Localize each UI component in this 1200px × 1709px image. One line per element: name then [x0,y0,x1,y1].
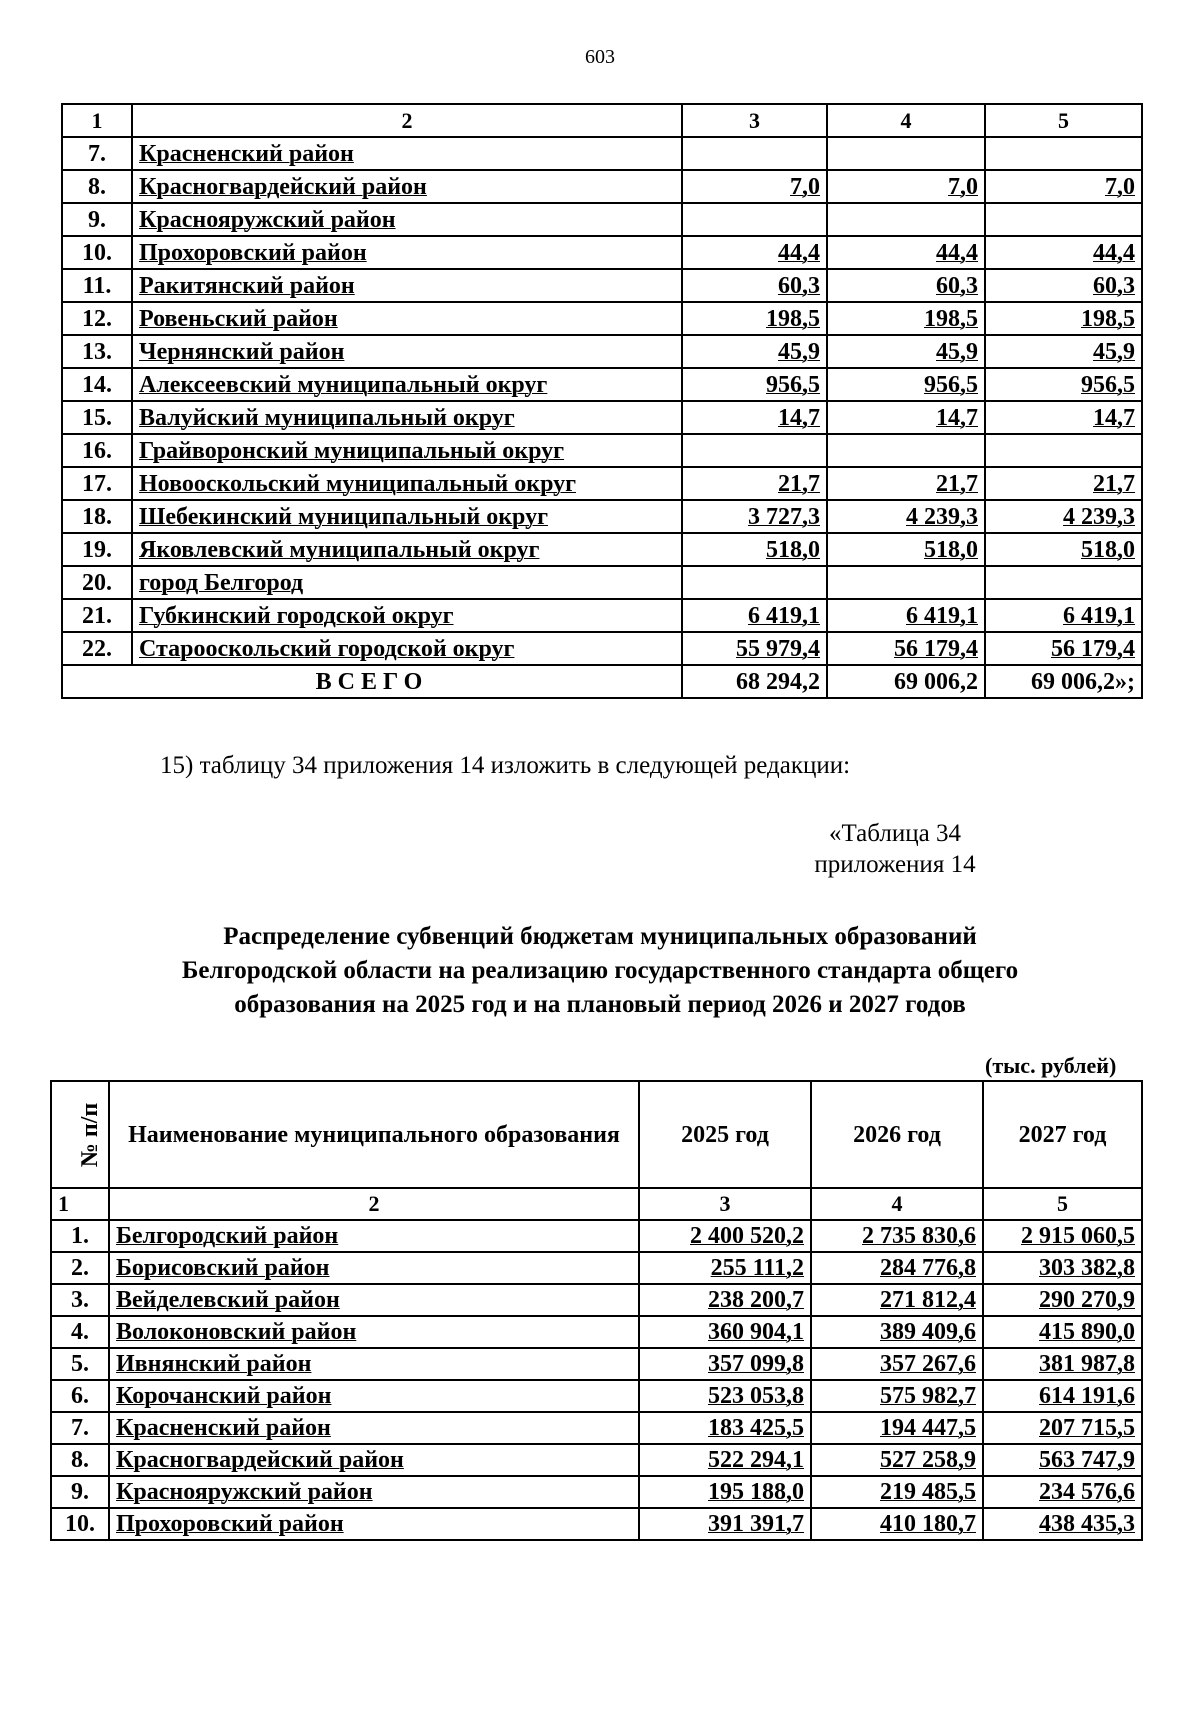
value-cell-text: 357 267,6 [880,1351,976,1377]
value-cell [983,1348,1142,1380]
value-cell [639,1476,811,1508]
value-cell [827,335,985,368]
value-cell-text: 956,5 [1081,371,1135,398]
value-cell [811,1380,983,1412]
table-row [51,1412,1142,1444]
value-cell [985,401,1142,434]
value-cell-text: 614 191,6 [1039,1383,1135,1409]
value-cell-text: 2 735 830,6 [862,1223,976,1249]
value-cell [811,1348,983,1380]
municipality-name-text: Вейделевский район [116,1287,340,1313]
municipality-name [132,401,682,434]
value-cell [985,302,1142,335]
value-cell-text: 44,4 [778,239,820,266]
municipality-name [132,203,682,236]
municipality-name [132,170,682,203]
row-number: 2. [51,1252,109,1284]
total-value: 68 294,2 [682,665,827,698]
value-cell-text: 56 179,4 [894,635,978,662]
municipality-name-text: Шебекинский муниципальный округ [139,503,548,530]
value-cell-text: 55 979,4 [736,635,820,662]
row-number: 21. [62,599,132,632]
row-number: 7. [51,1412,109,1444]
value-cell-text: 198,5 [1081,305,1135,332]
table-row [51,1508,1142,1540]
row-number: 8. [51,1444,109,1476]
row-number: 7. [62,137,132,170]
header-year-2027: 2027 год [983,1081,1142,1188]
value-cell-text: 207 715,5 [1039,1415,1135,1441]
value-cell [983,1284,1142,1316]
municipality-name [109,1380,639,1412]
value-cell [985,368,1142,401]
value-cell [985,170,1142,203]
table-row [62,269,1142,302]
table-row [62,170,1142,203]
value-cell-text: 7,0 [790,173,820,200]
header-row [51,1081,1142,1188]
table-caption [780,818,1010,881]
total-value: 69 006,2»; [985,665,1142,698]
table-row [62,236,1142,269]
value-cell [639,1412,811,1444]
value-cell-text: 45,9 [1093,338,1135,365]
value-cell [827,434,985,467]
value-cell-text: 183 425,5 [708,1415,804,1441]
table-row [62,203,1142,236]
municipality-name-text: Красногвардейский район [139,173,427,200]
header-number-cell [51,1081,109,1188]
unit-label: (тыс. рублей) [985,1053,1117,1078]
header-name: Наименование муниципального образования [109,1081,639,1188]
row-number: 3. [51,1284,109,1316]
value-cell [983,1444,1142,1476]
table-row [51,1348,1142,1380]
row-number: 4. [51,1316,109,1348]
value-cell-text: 60,3 [1093,272,1135,299]
value-cell-text: 438 435,3 [1039,1511,1135,1537]
value-cell [827,599,985,632]
value-cell-text: 6 419,1 [906,602,978,629]
value-cell [639,1316,811,1348]
municipality-name-text: Новооскольский муниципальный округ [139,470,577,497]
municipality-name [109,1284,639,1316]
table-title-line: Распределение субвенций бюджетам муниципальных образований [223,923,977,950]
municipality-name-text: город Белгород [139,569,304,596]
municipality-name-text: Губкинский городской округ [139,602,454,629]
value-cell [682,236,827,269]
value-cell [639,1508,811,1540]
value-cell [639,1348,811,1380]
value-cell [811,1444,983,1476]
value-cell [811,1284,983,1316]
table-title-line: образования на 2025 год и на плановый период 2026 и 2027 годов [234,990,966,1018]
value-cell [682,566,827,599]
value-cell [682,203,827,236]
value-cell [682,467,827,500]
table-row [51,1284,1142,1316]
value-cell-text: 44,4 [1093,239,1135,266]
municipality-name [132,137,682,170]
value-cell [827,269,985,302]
table-row [51,1476,1142,1508]
value-cell-text: 60,3 [778,272,820,299]
value-cell [811,1316,983,1348]
municipality-name [109,1508,639,1540]
column-number: 2 [132,104,682,137]
value-cell-text: 21,7 [778,470,820,497]
column-number: 2 [109,1188,639,1220]
table-row [62,467,1142,500]
row-number: 6. [51,1380,109,1412]
municipality-name-text: Белгородский район [116,1223,339,1249]
municipality-name-text: Прохоровский район [139,239,367,266]
row-number: 20. [62,566,132,599]
value-cell-text: 44,4 [936,239,978,266]
value-cell-text: 357 099,8 [708,1351,804,1377]
municipality-name-text: Краснояружский район [116,1479,373,1505]
municipality-name [132,533,682,566]
value-cell-text: 219 485,5 [880,1479,976,1505]
value-cell-text: 4 239,3 [1063,503,1135,530]
value-cell [983,1412,1142,1444]
municipality-name-text: Ивнянский район [116,1351,312,1377]
row-number: 8. [62,170,132,203]
table-caption-line: приложения 14 [814,851,976,879]
value-cell [983,1220,1142,1252]
value-cell-text: 389 409,6 [880,1319,976,1345]
total-label: ВСЕГО [62,665,682,698]
value-cell-text: 14,7 [778,404,820,431]
value-cell [811,1220,983,1252]
value-cell [827,467,985,500]
subvention-distribution-table [50,1080,1143,1541]
table-row [51,1220,1142,1252]
municipality-name-text: Ровеньский район [139,305,338,332]
table-row [62,137,1142,170]
value-cell-text: 14,7 [1093,404,1135,431]
column-numbers-row [51,1188,1142,1220]
municipality-name-text: Борисовский район [116,1255,330,1281]
municipality-name [109,1348,639,1380]
column-number: 4 [811,1188,983,1220]
municipality-name-text: Краснояружский район [139,206,396,233]
subsidy-table-continued [61,103,1143,699]
value-cell [682,302,827,335]
value-cell-text: 7,0 [1105,173,1135,200]
table-row [62,533,1142,566]
value-cell-text: 195 188,0 [708,1479,804,1505]
value-cell [827,302,985,335]
value-cell [985,203,1142,236]
value-cell-text: 7,0 [948,173,978,200]
value-cell-text: 194 447,5 [880,1415,976,1441]
value-cell [639,1284,811,1316]
value-cell [682,368,827,401]
municipality-name [132,269,682,302]
value-cell [639,1252,811,1284]
table-row [62,599,1142,632]
row-number: 11. [62,269,132,302]
municipality-name-text: Корочанский район [116,1383,332,1409]
municipality-name [132,599,682,632]
value-cell-text: 234 576,6 [1039,1479,1135,1505]
value-cell [827,533,985,566]
value-cell [983,1252,1142,1284]
value-cell [639,1444,811,1476]
value-cell-text: 360 904,1 [708,1319,804,1345]
value-cell-text: 575 982,7 [880,1383,976,1409]
value-cell [639,1380,811,1412]
value-cell [983,1380,1142,1412]
column-number: 4 [827,104,985,137]
municipality-name-text: Красненский район [139,140,354,167]
row-number: 19. [62,533,132,566]
value-cell [811,1476,983,1508]
value-cell [682,335,827,368]
value-cell [827,566,985,599]
municipality-name-text: Ракитянский район [139,272,355,299]
value-cell-text: 518,0 [924,536,978,563]
total-row [62,665,1142,698]
municipality-name-text: Старооскольский городской округ [139,635,515,662]
table-title [110,920,1090,1021]
municipality-name [132,434,682,467]
value-cell-text: 45,9 [778,338,820,365]
table-row [62,335,1142,368]
row-number: 1. [51,1220,109,1252]
municipality-name [109,1476,639,1508]
value-cell-text: 2 400 520,2 [690,1223,804,1249]
value-cell [682,137,827,170]
row-number: 14. [62,368,132,401]
value-cell [985,500,1142,533]
value-cell-text: 410 180,7 [880,1511,976,1537]
column-number: 5 [985,104,1142,137]
table-row [62,368,1142,401]
value-cell-text: 21,7 [936,470,978,497]
value-cell-text: 14,7 [936,404,978,431]
municipality-name-text: Грайворонский муниципальный округ [139,437,565,464]
value-cell-text: 6 419,1 [748,602,820,629]
value-cell-text: 198,5 [924,305,978,332]
column-number: 3 [682,104,827,137]
value-cell [985,599,1142,632]
table-row [62,566,1142,599]
row-number: 9. [62,203,132,236]
value-cell [985,137,1142,170]
row-number: 18. [62,500,132,533]
municipality-name-text: Красногвардейский район [116,1447,404,1473]
value-cell [827,203,985,236]
value-cell-text: 2 915 060,5 [1021,1223,1135,1249]
row-number: 15. [62,401,132,434]
value-cell-text: 527 258,9 [880,1447,976,1473]
value-cell-text: 518,0 [766,536,820,563]
municipality-name-text: Чернянский район [139,338,345,365]
amendment-paragraph: 15) таблицу 34 приложения 14 изложить в следующей редакции: [160,752,851,779]
value-cell [983,1476,1142,1508]
value-cell [811,1508,983,1540]
column-numbers-row [62,104,1142,137]
value-cell [682,632,827,665]
table-caption-line: «Таблица 34 [829,820,961,847]
table-row [62,401,1142,434]
municipality-name [109,1444,639,1476]
municipality-name [109,1316,639,1348]
municipality-name [132,467,682,500]
value-cell [682,533,827,566]
value-cell-text: 60,3 [936,272,978,299]
value-cell [811,1252,983,1284]
municipality-name-text: Красненский район [116,1415,331,1441]
value-cell-text: 45,9 [936,338,978,365]
table-row [51,1380,1142,1412]
value-cell [682,170,827,203]
value-cell [983,1316,1142,1348]
value-cell-text: 415 890,0 [1039,1319,1135,1345]
table-row [62,632,1142,665]
value-cell [985,632,1142,665]
value-cell-text: 303 382,8 [1039,1255,1135,1281]
value-cell [682,599,827,632]
value-cell [639,1220,811,1252]
value-cell-text: 56 179,4 [1051,635,1135,662]
table-row [62,434,1142,467]
value-cell [985,434,1142,467]
column-number: 3 [639,1188,811,1220]
value-cell-text: 956,5 [766,371,820,398]
value-cell-text: 956,5 [924,371,978,398]
value-cell-text: 6 419,1 [1063,602,1135,629]
municipality-name [132,302,682,335]
municipality-name [132,632,682,665]
value-cell [827,632,985,665]
column-number: 1 [51,1188,109,1220]
value-cell-text: 3 727,3 [748,503,820,530]
value-cell [985,533,1142,566]
column-number: 1 [62,104,132,137]
municipality-name-text: Прохоровский район [116,1511,344,1537]
value-cell [682,269,827,302]
table-row [51,1316,1142,1348]
value-cell [682,434,827,467]
table-title-line: Белгородской области на реализацию государственного стандарта общего [181,956,1019,984]
value-cell-text: 563 747,9 [1039,1447,1135,1473]
value-cell [682,500,827,533]
row-number: 22. [62,632,132,665]
value-cell [985,236,1142,269]
value-cell [985,269,1142,302]
row-number: 17. [62,467,132,500]
row-number: 13. [62,335,132,368]
value-cell [827,368,985,401]
value-cell [827,170,985,203]
value-cell-text: 255 111,2 [710,1255,804,1281]
value-cell [985,335,1142,368]
row-number: 16. [62,434,132,467]
municipality-name-text: Волоконовский район [116,1319,357,1345]
value-cell [985,566,1142,599]
municipality-name [132,236,682,269]
value-cell [983,1508,1142,1540]
value-cell-text: 21,7 [1093,470,1135,497]
row-number: 12. [62,302,132,335]
value-cell-text: 271 812,4 [880,1287,976,1313]
value-cell [682,401,827,434]
municipality-name [109,1220,639,1252]
value-cell [827,500,985,533]
value-cell-text: 391 391,7 [708,1511,804,1537]
value-cell-text: 518,0 [1081,536,1135,563]
value-cell-text: 523 053,8 [708,1383,804,1409]
row-number: 5. [51,1348,109,1380]
value-cell-text: 522 294,1 [708,1447,804,1473]
value-cell [827,401,985,434]
column-number: 5 [983,1188,1142,1220]
row-number: 9. [51,1476,109,1508]
municipality-name [132,500,682,533]
table-row [51,1252,1142,1284]
header-number: № п/п [77,1102,104,1167]
municipality-name-text: Яковлевский муниципальный округ [139,536,540,563]
value-cell-text: 198,5 [766,305,820,332]
value-cell [827,236,985,269]
value-cell-text: 381 987,8 [1039,1351,1135,1377]
municipality-name [109,1252,639,1284]
header-year-2025: 2025 год [639,1081,811,1188]
value-cell-text: 290 270,9 [1039,1287,1135,1313]
table-row [62,302,1142,335]
value-cell [827,137,985,170]
value-cell [811,1412,983,1444]
municipality-name-text: Валуйский муниципальный округ [139,404,515,431]
page-number: 603 [585,46,615,68]
row-number: 10. [51,1508,109,1540]
municipality-name [132,368,682,401]
table-row [51,1444,1142,1476]
municipality-name [132,335,682,368]
header-year-2026: 2026 год [811,1081,983,1188]
municipality-name [109,1412,639,1444]
municipality-name-text: Алексеевский муниципальный округ [139,371,548,398]
value-cell-text: 4 239,3 [906,503,978,530]
total-value: 69 006,2 [827,665,985,698]
value-cell-text: 284 776,8 [880,1255,976,1281]
municipality-name [132,566,682,599]
value-cell-text: 238 200,7 [708,1287,804,1313]
value-cell [985,467,1142,500]
table-row [62,500,1142,533]
row-number: 10. [62,236,132,269]
